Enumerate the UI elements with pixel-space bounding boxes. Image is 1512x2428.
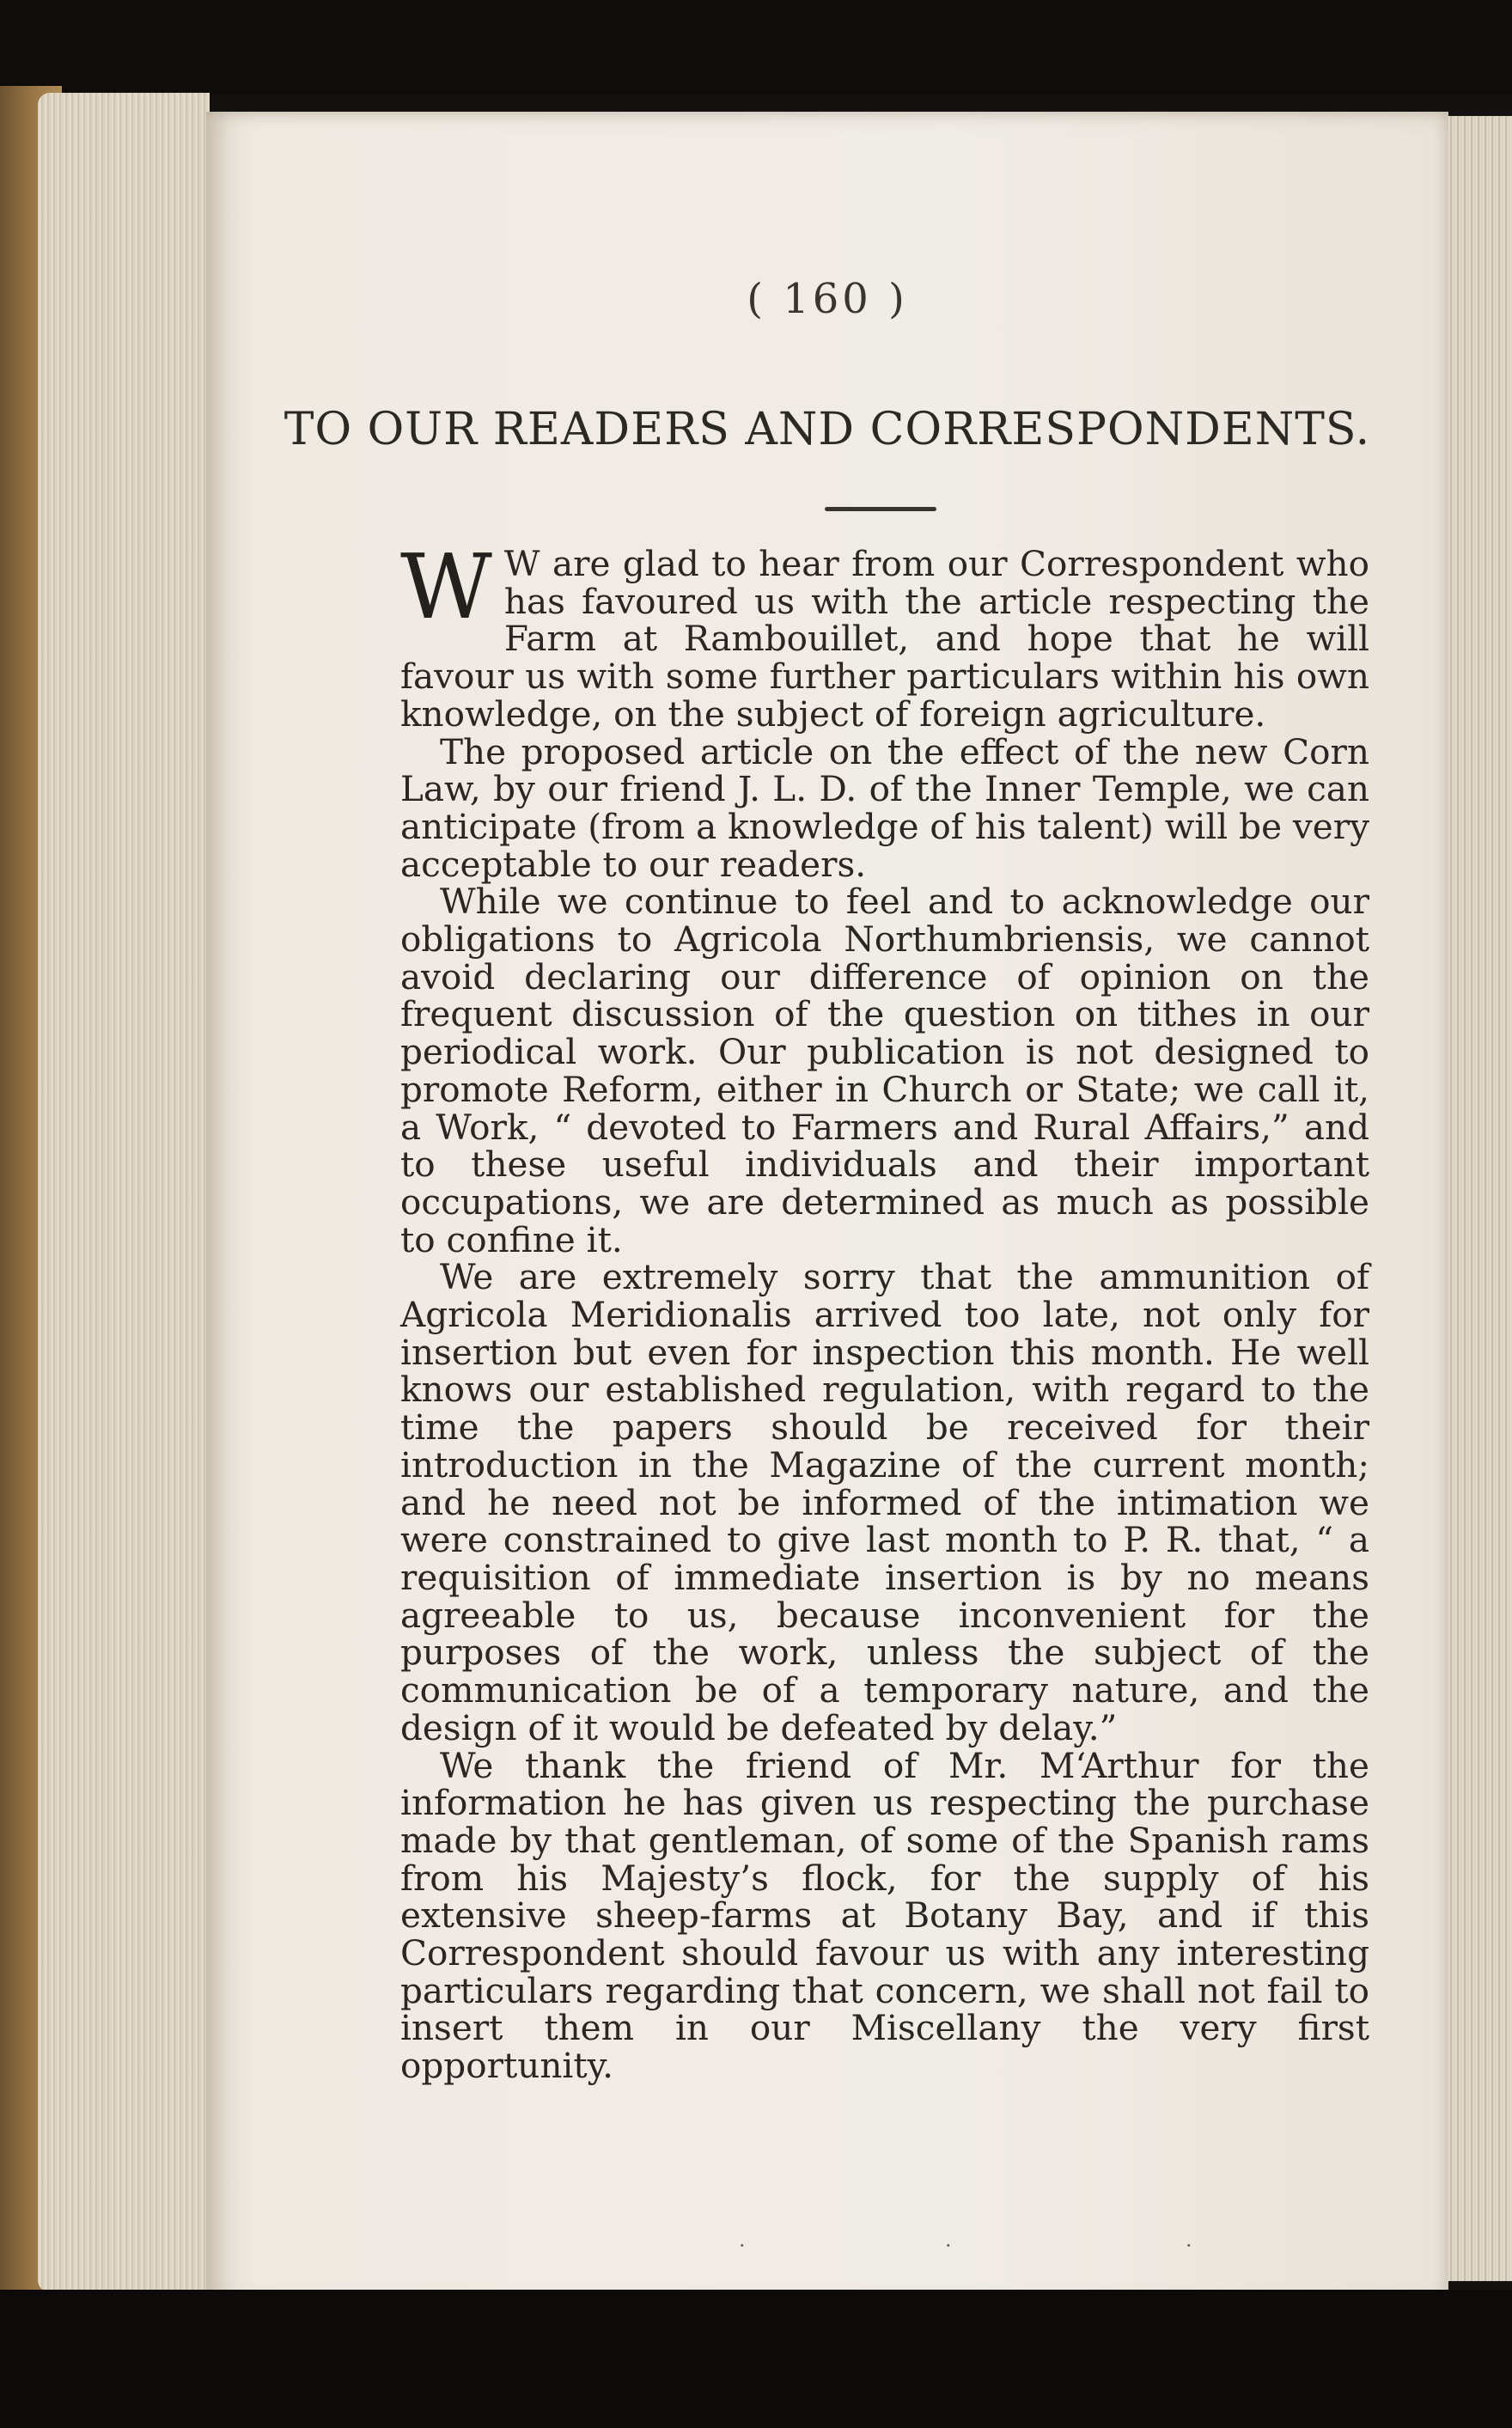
article-body: [400, 534, 1369, 2087]
paragraph-text: W are glad to hear from our Correspondent who has favoured us with the article respecting the Farm at Rambouillet, and hope that he will favour us with some further particulars within his own knowledge, on the subject of foreign agriculture.: [400, 543, 1369, 735]
page-heading: TO OUR READERS AND CORRESPONDENTS.: [284, 404, 1371, 455]
speck: ·: [945, 2234, 952, 2258]
right-page-stack: [1447, 116, 1512, 2281]
heading-rule: [825, 507, 936, 511]
paragraph-2: The proposed article on the effect of the new Corn Law, by our friend J. L. D. of the Inner Temple, we can anticipate (from a knowledge of his talent) will be very acceptable to our readers.: [400, 730, 1369, 885]
paragraph-5: We thank the friend of Mr. M‘Arthur for the information he has given us respecting the purchase made by that gentleman, of some of the Spanish rams from his Majesty’s flock, for the supply of his extensive sheep-farms at Botany Bay, and if this Correspondent should favour us with any interesting particulars regarding that concern, we shall not fail to insert them in our Miscellany the very first opportunity.: [400, 1744, 1369, 2087]
bottom-specks: [206, 2234, 1448, 2268]
paragraph-4: We are extremely sorry that the ammunition of Agricola Meridionalis arrived too late, not only for insertion but even for inspection this month. He well knows our established regulation, with regard to the time the papers should be received for their introduction in the Magazine of the current month; and he need not be informed of the intimation we were constrained to give last month to P. R. that, “ a requisition of immediate insertion is by no means agreeable to us, because inconvenient for the purposes of the work, unless the subject of the communication be of a temporary nature, and the design of it would be defeated by delay.”: [400, 1256, 1369, 1748]
book-page: [206, 112, 1448, 2304]
left-page-stack: [38, 93, 210, 2292]
background-bottom: [0, 2290, 1512, 2428]
page-number: ( 160 ): [747, 275, 908, 323]
speck: ·: [1186, 2234, 1192, 2258]
paragraph-1: [400, 534, 1369, 735]
paragraph-3: While we continue to feel and to acknowledge our obligations to Agricola Northumbriensis, we cannot avoid declaring our difference of opinion on the frequent discussion of the question on tithes in our periodical work. Our publication is not designed to promote Reform, either in Church or State; we call it, a Work, “ devoted to Farmers and Rural Affairs,” and to these useful individuals and their important occupations, we are determined as much as possible to confine it.: [400, 881, 1369, 1260]
background-top: [0, 0, 1512, 95]
drop-cap: W: [400, 534, 492, 639]
speck: ·: [739, 2234, 746, 2258]
